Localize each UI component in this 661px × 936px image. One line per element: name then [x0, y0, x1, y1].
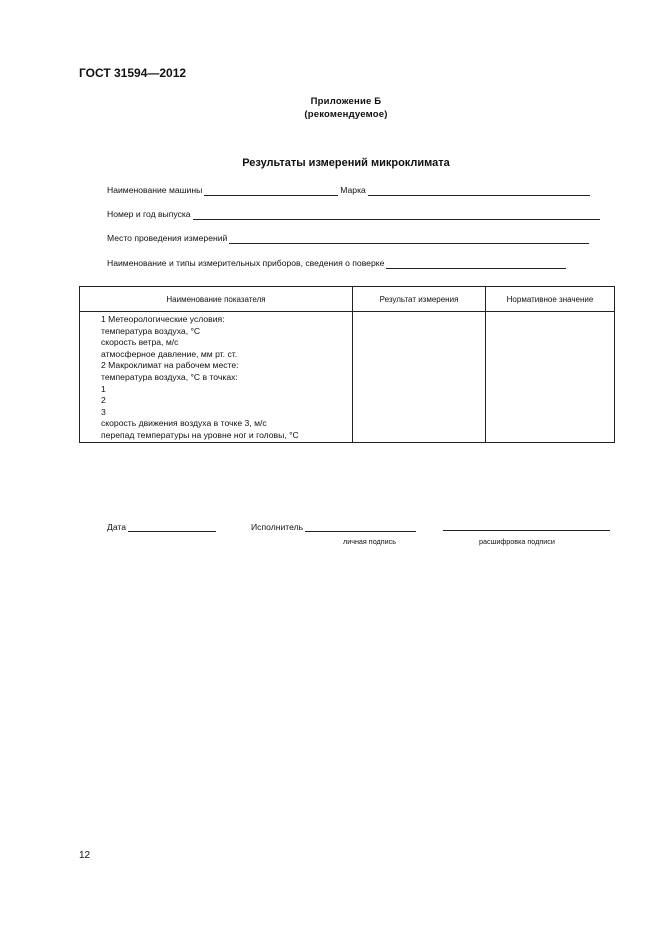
indicator-line: перепад температуры на уровне ног и головы, °С — [101, 429, 299, 440]
indicator-column-header: Наименование показателя — [80, 287, 353, 312]
date-label: Дата — [107, 522, 127, 532]
indicator-line: температура воздуха, °С — [101, 325, 201, 336]
personal-signature-caption: личная подпись — [343, 537, 396, 546]
machine-name-label: Наименование машины — [107, 185, 203, 195]
date-line — [107, 522, 218, 532]
table-row — [80, 312, 615, 443]
indicator-line: 2 Макроклимат на рабочем месте: — [101, 360, 239, 371]
brand-blank[interactable] — [368, 186, 590, 196]
location-label: Место проведения измерений — [107, 233, 228, 243]
instruments-blank[interactable] — [386, 259, 566, 269]
result-column-header: Результат измерения — [353, 287, 486, 312]
location-line — [107, 233, 591, 244]
indicator-line: 1 Метеорологические условия: — [101, 314, 225, 324]
date-blank[interactable] — [128, 522, 216, 532]
result-cell[interactable] — [353, 312, 486, 443]
instruments-line — [107, 258, 568, 269]
measurement-table — [79, 286, 615, 443]
machine-brand-line — [107, 185, 592, 196]
appendix-subtitle: (рекомендуемое) — [304, 109, 388, 120]
executor-line — [251, 522, 418, 532]
indicator-line: 3 — [101, 406, 106, 417]
appendix-title: Приложение Б — [310, 96, 382, 107]
normative-cell[interactable] — [486, 312, 615, 443]
table-header-row — [80, 287, 615, 312]
personal-signature-blank[interactable] — [305, 522, 416, 532]
signature-decoding-blank[interactable] — [443, 530, 610, 531]
indicator-line: 1 — [101, 383, 106, 394]
indicator-line: скорость ветра, м/с — [101, 337, 179, 348]
machine-name-blank[interactable] — [204, 186, 338, 196]
signature-decoding-caption: расшифровка подписи — [479, 537, 555, 546]
indicator-line: скорость движения воздуха в точке 3, м/с — [101, 418, 267, 429]
page-number: 12 — [79, 850, 91, 861]
indicator-line: температура воздуха, °С в точках: — [101, 371, 238, 382]
indicator-line: атмосферное давление, мм рт. ст. — [101, 348, 238, 359]
brand-label: Марка — [340, 185, 366, 195]
number-year-blank[interactable] — [193, 210, 600, 220]
instruments-label: Наименование и типы измерительных приборов, сведения о поверке — [107, 258, 385, 268]
document-title: Результаты измерений микроклимата — [242, 157, 450, 169]
number-year-line — [107, 209, 602, 220]
number-year-label: Номер и год выпуска — [107, 209, 191, 219]
indicator-cell — [80, 312, 353, 443]
location-blank[interactable] — [229, 234, 589, 244]
normative-column-header: Нормативное значение — [486, 287, 615, 312]
indicator-line: 2 — [101, 395, 106, 406]
executor-label: Исполнитель — [251, 522, 304, 532]
standard-designation: ГОСТ 31594—2012 — [79, 66, 187, 80]
